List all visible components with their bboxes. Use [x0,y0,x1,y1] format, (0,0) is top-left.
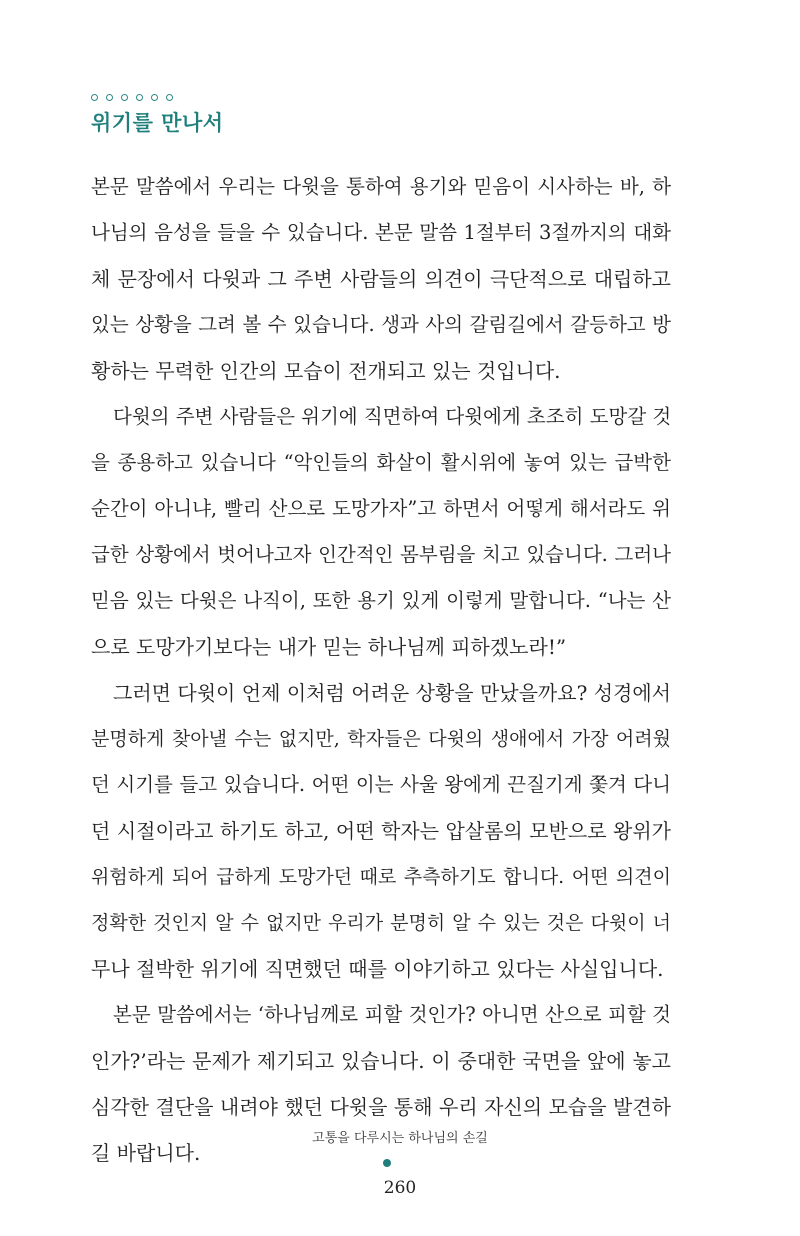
text-line: 순간이 아니냐, 빨리 산으로 도망가자”고 하면서 어떻게 해서라도 위 [91,497,671,520]
text-line: 길 바랍니다. [91,1141,201,1165]
text-line: 체 문장에서 다윗과 그 주변 사람들의 의견이 극단적으로 대립하고 [91,267,671,291]
text-line: 무나 절박한 위기에 직면했던 때를 이야기하고 있다는 사실입니다. [91,957,664,981]
circle-icon [151,94,158,101]
circle-icon [91,94,98,101]
body-text [91,164,671,1176]
circle-icon [166,94,173,101]
text-line: 던 시절이라고 하기도 하고, 어떤 학자는 압살롬의 모반으로 왕위가 [91,819,671,843]
section-header [91,90,224,138]
footer-book-title: 고통을 다루시는 하나님의 손길 [312,1131,488,1146]
text-line: 정확한 것인지 알 수 없지만 우리가 분명히 알 수 있는 것은 다윗이 너 [91,912,671,934]
text-line: 있는 상황을 그려 볼 수 있습니다. 생과 사의 갈림길에서 갈등하고 방 [91,313,671,336]
decorative-dots [91,90,224,104]
text-line: 본문 말씀에서 우리는 다윗을 통하여 용기와 믿음이 시사하는 바, 하 [91,175,671,198]
text-line: 그러면 다윗이 언제 이처럼 어려운 상황을 만났을까요? 성경에서 [113,681,671,705]
paragraph-1 [91,164,671,394]
text-line: 다윗의 주변 사람들은 위기에 직면하여 다윗에게 초조히 도망갈 것 [113,405,672,428]
text-line: 나님의 음성을 들을 수 있습니다. 본문 말씀 1절부터 3절까지의 대화 [91,221,671,244]
text-line: 위험하게 되어 급하게 도망가던 때로 추측하기도 합니다. 어떤 의견이 [91,866,671,888]
paragraph-2 [91,394,671,670]
text-line: 심각한 결단을 내려야 했던 다윗을 통해 우리 자신의 모습을 발견하 [91,1095,671,1119]
text-line: 믿음 있는 다윗은 나직이, 또한 용기 있게 이렇게 말합니다. “나는 산 [91,589,671,612]
circle-icon [121,94,128,101]
text-line: 을 종용하고 있습니다 “악인들의 화살이 활시위에 놓여 있는 급박한 [91,451,671,474]
page-number: 260 [383,1178,417,1198]
section-title: 위기를 만나서 [91,111,224,135]
text-line: 황하는 무력한 인간의 모습이 전개되고 있는 것입니다. [91,359,561,383]
circle-icon [106,94,113,101]
text-line: 인가?’라는 문제가 제기되고 있습니다. 이 중대한 국면을 앞에 놓고 [91,1049,671,1073]
text-line: 으로 도망가기보다는 내가 믿는 하나님께 피하겠노라!” [91,635,567,659]
circle-icon [136,94,143,101]
paragraph-4 [91,992,671,1176]
text-line: 던 시기를 들고 있습니다. 어떤 이는 사울 왕에게 끈질기게 쫓겨 다니 [91,773,671,796]
text-line: 급한 상황에서 벗어나고자 인간적인 몸부림을 치고 있습니다. 그러나 [91,543,671,566]
text-line: 분명하게 찾아낼 수는 없지만, 학자들은 다윗의 생애에서 가장 어려웠 [91,728,671,750]
paragraph-3 [91,670,671,992]
dot-icon [383,1159,391,1167]
text-line: 본문 말씀에서는 ‘하나님께로 피할 것인가? 아니면 산으로 피할 것 [113,1003,671,1026]
